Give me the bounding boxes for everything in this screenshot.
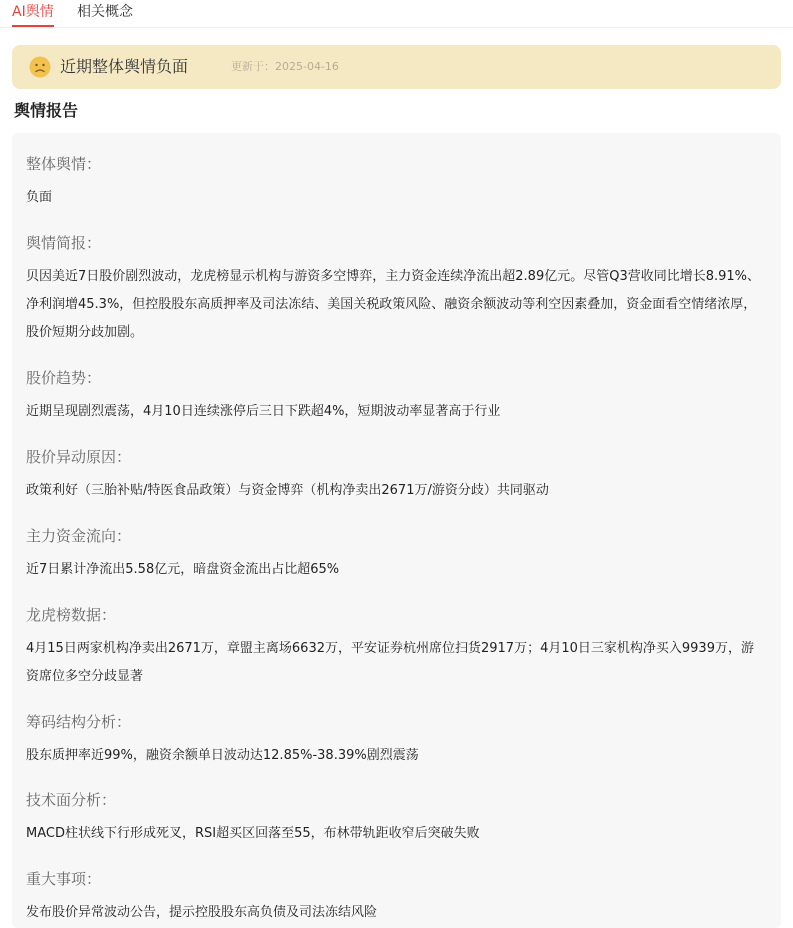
item-label: 股价异动原因： [26, 448, 132, 466]
item-label: 主力资金流向： [26, 527, 132, 545]
report-card [12, 133, 781, 928]
item-text: 近7日累计净流出5.58亿元，暗盘资金流出占比超65% [26, 562, 340, 577]
report-title: 舆情报告 [14, 101, 79, 120]
sad-face-icon [29, 56, 51, 78]
report-item-trend [26, 368, 766, 426]
report-item-capital-flow [26, 526, 766, 584]
tab-bar [0, 0, 793, 28]
report-item-overall [26, 154, 766, 212]
item-label: 重大事项： [26, 870, 102, 888]
report-item-chip-structure [26, 712, 766, 770]
item-text: 4月15日两家机构净卖出2671万，章盟主离场6632万，平安证券杭州席位扫货2917万；4月10日三家机构净买入9939万，游资席位多空分歧显著 [26, 641, 754, 684]
item-text: 贝因美近7日股价剧烈波动，龙虎榜显示机构与游资多空博弈，主力资金连续净流出超2.89亿元。尽管Q3营收同比增长8.91%、净利润增45.3%，但控股股东高质押率及司法冻结、美国关税政策风险、融资余额波动等利空因素叠加，资金面看空情绪浓厚，股价短期分歧加剧。 [26, 269, 761, 340]
banner-title: 近期整体舆情负面 [60, 57, 189, 76]
report-item-anomaly-reason [26, 447, 766, 505]
tab-related-concepts[interactable]: 相关概念 [77, 4, 133, 20]
item-text: 政策利好（三胎补贴/特医食品政策）与资金博弈（机构净卖出2671万/游资分歧）共同驱动 [26, 483, 549, 498]
sentiment-banner [12, 45, 781, 89]
item-label: 整体舆情： [26, 155, 102, 173]
item-text: MACD柱状线下行形成死叉，RSI超买区回落至55，布林带轨距收窄后突破失败 [26, 826, 480, 841]
item-label: 舆情简报： [26, 234, 102, 252]
item-text: 股东质押率近99%，融资余额单日波动达12.85%-38.39%剧烈震荡 [26, 748, 419, 763]
report-item-dragon-tiger [26, 605, 766, 691]
item-text: 发布股价异常波动公告，提示控股股东高负债及司法冻结风险 [26, 905, 378, 920]
item-label: 技术面分析： [26, 791, 117, 809]
item-label: 龙虎榜数据： [26, 606, 117, 624]
item-label: 股价趋势： [26, 369, 102, 387]
report-item-brief [26, 233, 766, 347]
item-label: 筹码结构分析： [26, 713, 132, 731]
item-text: 近期呈现剧烈震荡，4月10日连续涨停后三日下跌超4%，短期波动率显著高于行业 [26, 404, 501, 419]
report-item-technical [26, 790, 766, 848]
update-date: 更新于：2025-04-16 [231, 60, 339, 73]
item-text: 负面 [26, 190, 53, 205]
report-item-major-events [26, 869, 766, 927]
tab-ai-sentiment[interactable]: AI舆情 [12, 4, 54, 20]
